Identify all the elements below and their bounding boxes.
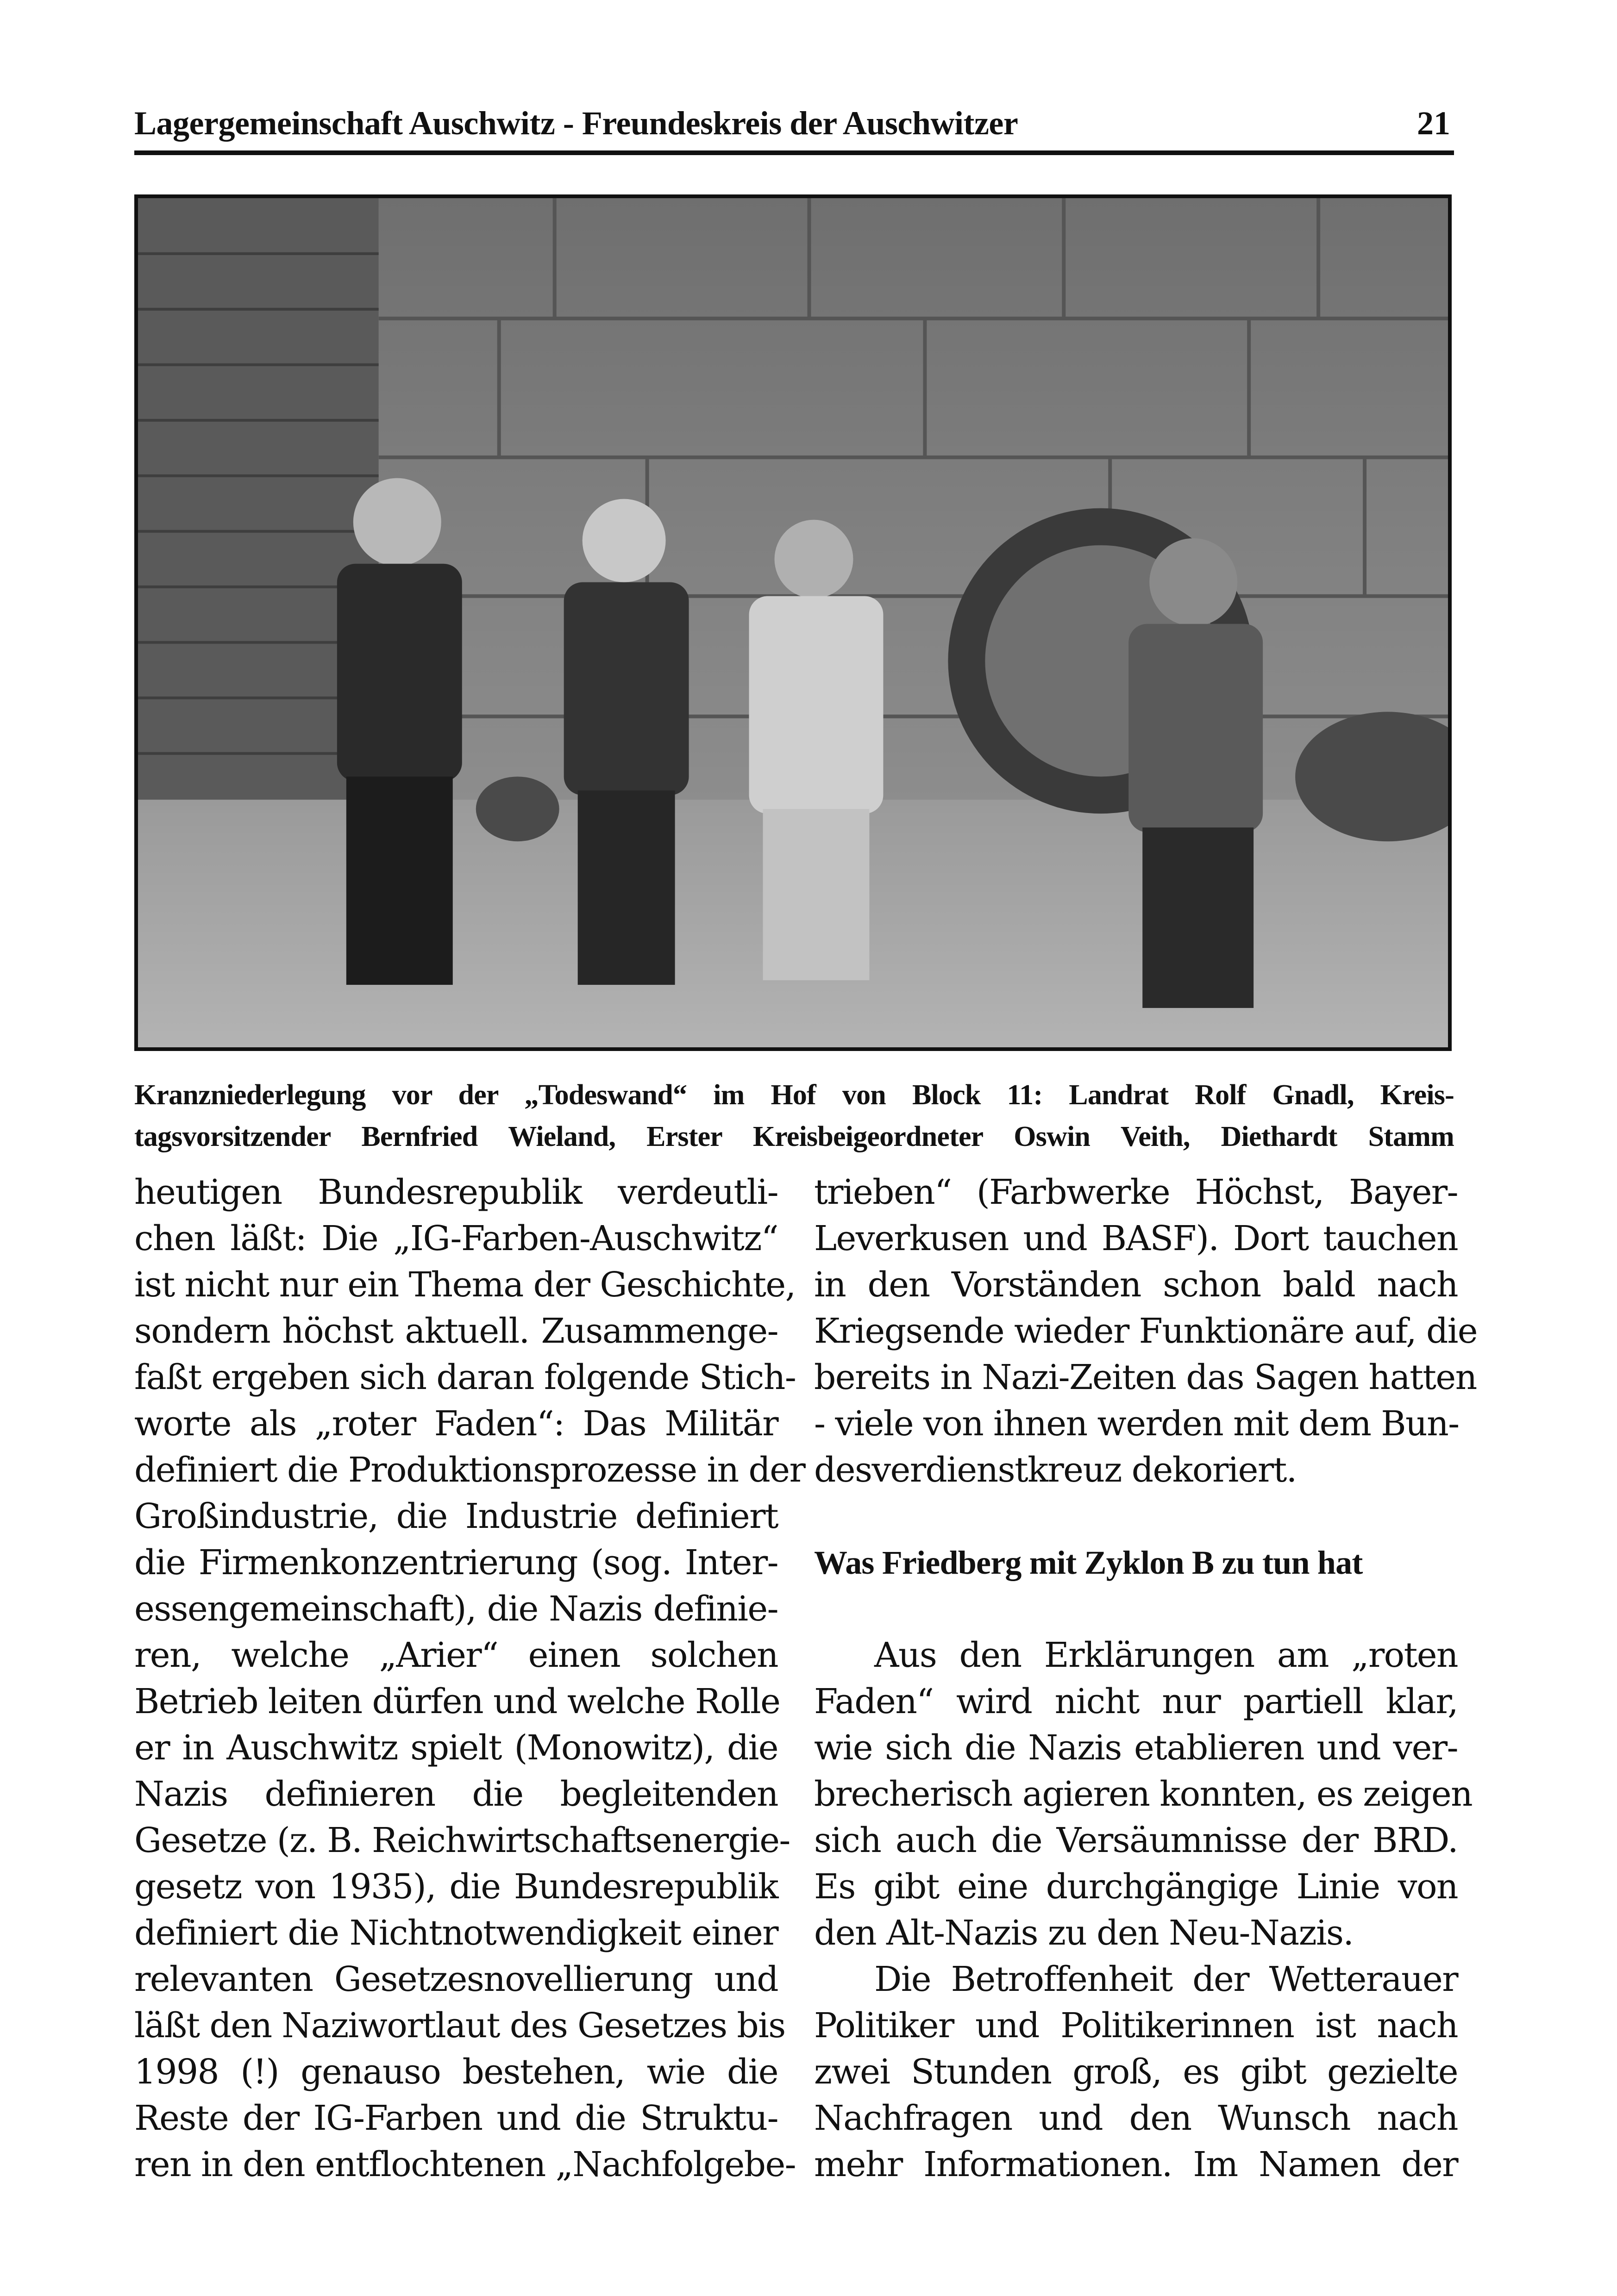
text-line: Politiker und Politikerinnen ist nach <box>814 2006 1458 2046</box>
text-line: Kriegsende wieder Funktionäre auf, die <box>814 1311 1477 1351</box>
text-line: Großindustrie, die Industrie definiert <box>134 1496 778 1536</box>
text-line: sich auch die Versäumnisse der BRD. <box>814 1821 1458 1860</box>
text-line: trieben“ (Farbwerke Höchst, Bayer- <box>814 1172 1458 1212</box>
text-line: Nazis definieren die begleitenden <box>134 1774 778 1814</box>
left-column <box>134 1169 805 2188</box>
section-heading: Was Friedberg mit Zyklon B zu tun hat <box>814 1544 1363 1581</box>
paragraph-gap <box>814 1586 1458 1632</box>
text-line: Leverkusen und BASF). Dort tauchen <box>814 1219 1458 1258</box>
text-line: Die Betroffenheit der Wetterauer <box>874 1959 1458 1999</box>
text-line: - viele von ihnen werden mit dem Bun- <box>814 1404 1459 1444</box>
text-line: Nachfragen und den Wunsch nach <box>814 2098 1458 2138</box>
page-number: 21 <box>1417 105 1450 142</box>
text-line: Gesetze (z. B. Reichwirtschaftsenergie- <box>134 1821 790 1860</box>
text-line: gesetz von 1935), die Bundesrepublik <box>134 1867 778 1907</box>
text-line: den Alt-Nazis zu den Neu-Nazis. <box>814 1913 1354 1953</box>
text-line: worte als „roter Faden“: Das Militär <box>134 1404 778 1444</box>
caption-line: Kranzniederlegung vor der „Todeswand“ im Hof von Block 11: Landrat Rolf Gnadl, Kreis- <box>134 1079 1454 1111</box>
text-line: definiert die Nichtnotwendigkeit einer <box>134 1913 778 1953</box>
photo-caption <box>134 1074 1454 1157</box>
paragraph-gap <box>814 1493 1458 1539</box>
photo-wreath-laying-icon <box>138 198 1448 1047</box>
text-line: zwei Stunden groß, es gibt gezielte <box>814 2052 1458 2092</box>
text-line: brecherisch agieren konnten, es zeigen <box>814 1774 1473 1814</box>
photo <box>134 194 1452 1051</box>
text-line: ren in den entflochtenen „Nachfolgebe- <box>134 2145 796 2184</box>
text-line: sondern höchst aktuell. Zusammenge- <box>134 1311 778 1351</box>
text-line: läßt den Naziwortlaut des Gesetzes bis <box>134 2006 785 2046</box>
text-line: ren, welche „Arier“ einen solchen <box>134 1635 778 1675</box>
right-column <box>814 1169 1477 2188</box>
text-line: mehr Informationen. Im Namen der <box>814 2145 1458 2184</box>
text-line: ist nicht nur ein Thema der Geschichte, <box>134 1265 796 1305</box>
text-line: definiert die Produktionsprozesse in der <box>134 1450 805 1490</box>
running-header <box>134 100 1454 155</box>
text-line: Es gibt eine durchgängige Linie von <box>814 1867 1458 1907</box>
text-line: 1998 (!) genauso bestehen, wie die <box>134 2052 778 2092</box>
text-line: bereits in Nazi-Zeiten das Sagen hatten <box>814 1358 1477 1397</box>
text-line: relevanten Gesetzesnovellierung und <box>134 1959 778 1999</box>
text-line: desverdienstkreuz dekoriert. <box>814 1450 1297 1490</box>
text-line: die Firmenkonzentrierung (sog. Inter- <box>134 1543 778 1583</box>
text-line: faßt ergeben sich daran folgende Stich- <box>134 1358 796 1397</box>
text-line: chen läßt: Die „IG-Farben-Auschwitz“ <box>134 1219 778 1258</box>
text-line: heutigen Bundesrepublik verdeutli- <box>134 1172 778 1212</box>
text-line: Betrieb leiten dürfen und welche Rolle <box>134 1682 780 1721</box>
caption-line: tagsvorsitzender Bernfried Wieland, Erster Kreisbeigeordneter Oswin Veith, Diethardt Stamm <box>134 1121 1454 1152</box>
header-title: Lagergemeinschaft Auschwitz - Freundeskreis der Auschwitzer <box>134 105 1018 142</box>
text-line: in den Vorständen schon bald nach <box>814 1265 1458 1305</box>
text-line: Reste der IG-Farben und die Struktu- <box>134 2098 778 2138</box>
text-line: er in Auschwitz spielt (Monowitz), die <box>134 1728 778 1768</box>
text-line: Aus den Erklärungen am „roten <box>874 1635 1458 1675</box>
text-line: wie sich die Nazis etablieren und ver- <box>814 1728 1458 1768</box>
text-line: essengemeinschaft), die Nazis definie- <box>134 1589 778 1629</box>
text-line: Faden“ wird nicht nur partiell klar, <box>814 1682 1458 1721</box>
